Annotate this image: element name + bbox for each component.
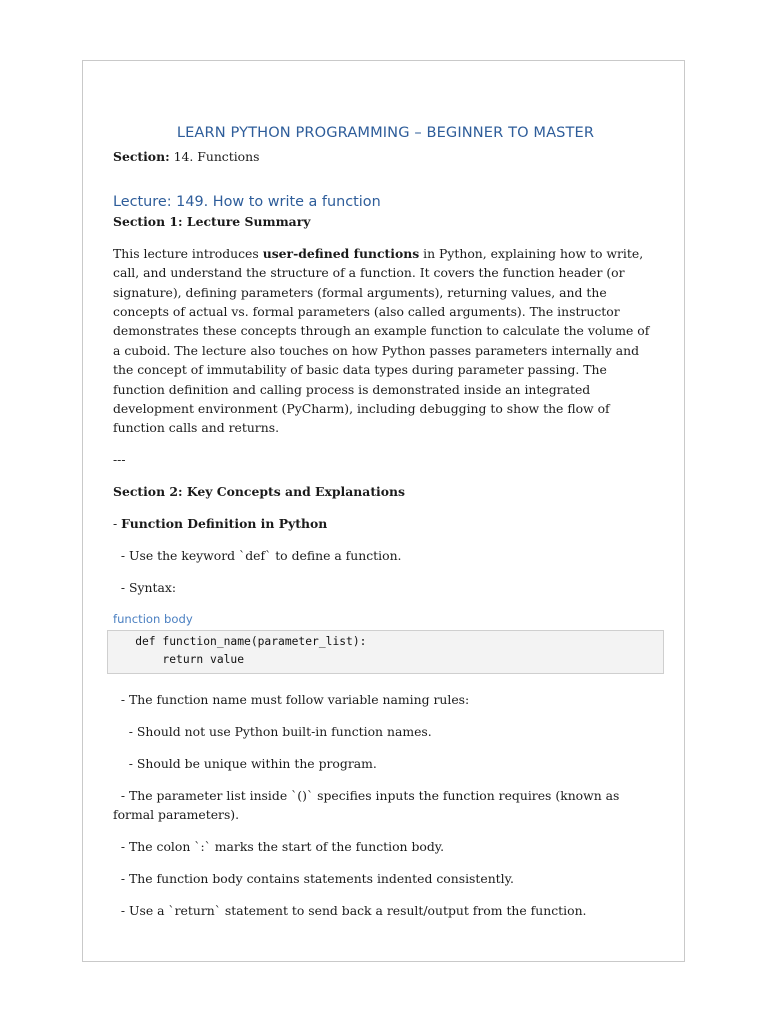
list-item: - Use a `return` statement to send back a result/output from the function. xyxy=(113,903,587,919)
definition-heading-text: Function Definition in Python xyxy=(121,515,328,531)
section-value: 14. Functions xyxy=(169,149,260,164)
document-content xyxy=(108,123,658,933)
code-block xyxy=(107,630,664,674)
definition-heading xyxy=(113,514,658,533)
list-item: - The function body contains statements indented consistently. xyxy=(113,871,514,887)
summary-text-post: in Python, explaining how to write, call, and understand the structure of a function. It covers the function header (or signature), defining parameters (formal arguments), returning values, and the concepts of actual vs. formal parameters (also called arguments). The instructor demonstrates these concepts through an example function to calculate the volume of a cuboid. The lecture also touches on how Python passes parameters internally and the concept of immutability of basic data types during parameter passing. The function definition and calling process is demonstrated inside an integrated development environment (PyCharm), including debugging to show the flow of function calls and returns. xyxy=(113,245,650,436)
use-keyword-item: - Use the keyword `def` to define a function. xyxy=(113,547,402,563)
section-line xyxy=(113,147,658,166)
list-item: - The function name must follow variable naming rules: xyxy=(113,691,470,707)
separator: --- xyxy=(113,451,126,467)
section-label: Section: xyxy=(113,149,170,164)
list-item: - The colon `:` marks the start of the function body. xyxy=(113,839,445,855)
code-caption: function body xyxy=(113,611,193,626)
document-title: LEARN PYTHON PROGRAMMING – BEGINNER TO MASTER xyxy=(176,124,595,141)
definition-prefix: - xyxy=(113,515,122,531)
document-page xyxy=(82,60,685,962)
list-item: - Should be unique within the program. xyxy=(113,755,377,771)
summary-heading: Section 1: Lecture Summary xyxy=(113,214,311,230)
syntax-item: - Syntax: xyxy=(113,579,177,595)
summary-paragraph xyxy=(113,244,658,438)
summary-text-pre: This lecture introduces xyxy=(113,245,263,261)
concepts-heading xyxy=(113,482,658,501)
concepts-heading-text: Section 2: Key Concepts and Explanations xyxy=(113,484,405,500)
summary-text-bold: user-defined functions xyxy=(262,245,420,261)
code-line: return value xyxy=(108,652,245,666)
lecture-heading: Lecture: 149. How to write a function xyxy=(113,194,381,211)
list-item: - Should not use Python built-in function names. xyxy=(113,723,432,739)
list-item: - The parameter list inside `()` specifies inputs the function requires (known as formal parameters). xyxy=(113,787,624,823)
code-line: def function_name(parameter_list): xyxy=(108,634,367,648)
